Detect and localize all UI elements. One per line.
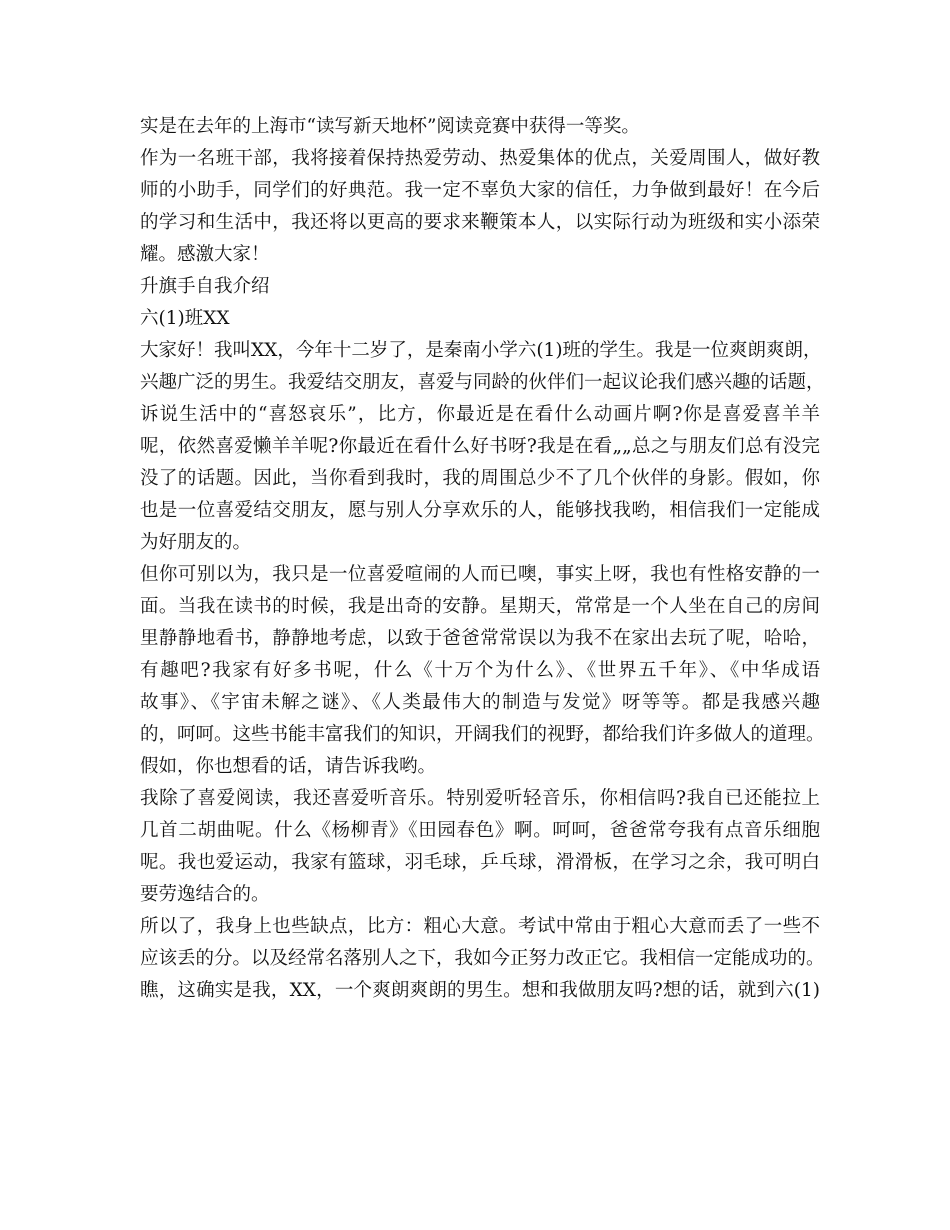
text-line: 但你可别以为，我只是一位喜爱喧闹的人而已噢，事实上呀，我也有性格安静的一 (140, 564, 820, 585)
author-line: 六(1)班XX (140, 308, 230, 329)
text-line: 应该丢的分。以及经常名落别人之下，我如今正努力改正它。我相信一定能成功的。 (140, 948, 825, 969)
text-line: 大家好！我叫XX，今年十二岁了，是秦南小学六(1)班的学生。我是一位爽朗爽朗， (140, 340, 822, 361)
text-line: 呢，依然喜爱懒羊羊呢?你最近在看什么好书呀?我是在看„„总之与朋友们总有没完 (140, 436, 820, 457)
document-body (140, 111, 825, 1007)
text-line: 兴趣广泛的男生。我爱结交朋友，喜爱与同龄的伙伴们一起议论我们感兴趣的话题， (140, 372, 825, 393)
text-line: 假如，你也想看的话，请告诉我哟。 (140, 756, 437, 777)
text-line: 的，呵呵。这些书能丰富我们的知识，开阔我们的视野，都给我们许多做人的道理。 (140, 724, 825, 745)
text-line: 诉说生活中的“喜怒哀乐”，比方，你最近是在看什么动画片啊?你是喜爱喜羊羊 (140, 404, 820, 425)
text-line: 实是在去年的上海市“读写新天地杯”阅读竞赛中获得一等奖。 (140, 116, 640, 137)
text-line: 的学习和生活中，我还将以更高的要求来鞭策本人，以实际行动为班级和实小添荣 (140, 212, 820, 233)
text-line: 也是一位喜爱结交朋友，愿与别人分享欢乐的人，能够找我哟，相信我们一定能成 (140, 500, 820, 521)
text-line: 瞧，这确实是我，XX，一个爽朗爽朗的男生。想和我做朋友吗?想的话，就到六(1) (140, 980, 820, 1001)
text-line: 要劳逸结合的。 (140, 884, 270, 905)
text-line: 几首二胡曲呢。什么《杨柳青》《田园春色》啊。呵呵，爸爸常夸我有点音乐细胞 (140, 820, 820, 841)
text-line: 里静静地看书，静静地考虑，以致于爸爸常常误以为我不在家出去玩了呢，哈哈， (140, 628, 820, 649)
text-line: 我除了喜爱阅读，我还喜爱听音乐。特别爱听轻音乐，你相信吗?我自已还能拉上 (140, 788, 820, 809)
text-line: 呢。我也爱运动，我家有篮球，羽毛球，乒乓球，滑滑板，在学习之余，我可明白 (140, 852, 820, 873)
text-line: 所以了，我身上也些缺点，比方：粗心大意。考试中常由于粗心大意而丢了一些不 (140, 916, 820, 937)
section-title: 升旗手自我介绍 (140, 276, 270, 297)
text-line: 为好朋友的。 (140, 532, 252, 553)
text-line: 故事》、《宇宙未解之谜》、《人类最伟大的制造与发觉》呀等等。都是我感兴趣 (140, 692, 820, 713)
text-line: 没了的话题。因此，当你看到我时，我的周围总少不了几个伙伴的身影。假如，你 (140, 468, 820, 489)
text-line: 师的小助手，同学们的好典范。我一定不辜负大家的信任，力争做到最好！在今后 (140, 180, 820, 201)
text-line: 面。当我在读书的时候，我是出奇的安静。星期天，常常是一个人坐在自己的房间 (140, 596, 820, 617)
text-line: 耀。感激大家！ (140, 244, 270, 265)
text-line: 有趣吧?我家有好多书呢，什么《十万个为什么》、《世界五千年》、《中华成语 (140, 660, 820, 681)
text-line: 作为一名班干部，我将接着保持热爱劳动、热爱集体的优点，关爱周围人，做好教 (140, 148, 820, 169)
